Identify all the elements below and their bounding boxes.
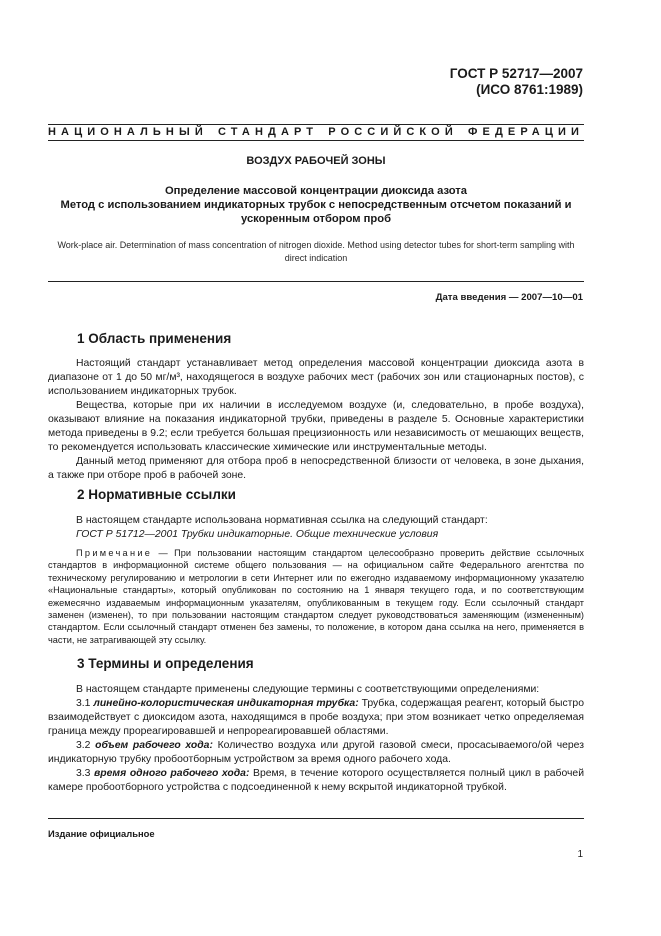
subtitle-line-3: ускоренным отбором проб [241, 213, 391, 225]
paragraph: Данный метод применяют для отбора проб в непосредственной близости от человека, в зоне дыхания, а также при отборе проб в рабочей зоне. [48, 456, 584, 481]
document-title: ВОЗДУХ РАБОЧЕЙ ЗОНЫ [246, 155, 386, 167]
subtitle-line-2: Метод с использованием индикаторных трубок с непосредственным отсчетом показаний и [60, 199, 572, 211]
paragraph: Вещества, которые при их наличии в исследуемом воздухе (и, следовательно, в пробе воздуха), оказывают влияние на показания индикаторной трубки, приведены в разделе 5. Основные характеристики метода приведены в 9.2; если требуется большая прецизионность или независимость от мешающих веществ, то рекомендуется использовать классические химические или инструментальные методы. [48, 400, 584, 453]
term-name: объем рабочего хода: [95, 740, 213, 751]
term-3-1 [48, 697, 584, 739]
term-number: 3.3 [76, 768, 95, 779]
document-subtitle [48, 184, 584, 226]
term-number: 3.1 [76, 698, 94, 709]
term-3-3 [48, 767, 584, 795]
page-number: 1 [577, 849, 583, 860]
footer-divider [48, 818, 584, 819]
term-definition: Трубка, содержащая реагент, который быстро взаимодействует с диоксидом азота, находящимся в пробе воздуха; при этом возникает четко определяемая граница между прореагировавшей и непрореагировавшей областями. [48, 698, 584, 737]
term-number: 3.2 [76, 740, 96, 751]
section-1-heading: 1 Область применения [77, 331, 232, 346]
header-divider [48, 281, 584, 282]
paragraph: В настоящем стандарте применены следующие термины с соответствующими определениями: [76, 684, 540, 695]
section-3-heading: 3 Термины и определения [77, 656, 254, 671]
standard-id-block [450, 66, 583, 98]
iso-number: (ИСО 8761:1989) [476, 82, 583, 97]
normative-reference: ГОСТ Р 51712—2001 Трубки индикаторные. Общие технические условия [76, 529, 439, 540]
section-2-body [48, 514, 584, 542]
term-definition: Время, в течение которого осуществляется полный цикл в рабочей камере пробоотборного устройства с подсоединенной к нему вскрытой индикаторной трубкой. [48, 768, 584, 793]
section-2-heading: 2 Нормативные ссылки [77, 487, 236, 502]
standard-number: ГОСТ Р 52717—2007 [449, 66, 583, 81]
section-1-body [48, 357, 584, 483]
term-name: время одного рабочего хода: [94, 768, 250, 779]
section-3-body [48, 683, 584, 795]
introduction-date: Дата введения — 2007—10—01 [435, 292, 583, 303]
paragraph: Настоящий стандарт устанавливает метод определения массовой концентрации диоксида азота в диапазоне от 1 до 50 мг/м³, находящегося в воздухе рабочих мест (рабочих зон или стационарных постов), с использованием индикаторных трубок. [48, 358, 584, 397]
note-label: Примечание [76, 548, 153, 558]
term-definition: Количество воздуха или другой газовой смеси, просасываемого/ой через индикаторную трубку пробоотборным устройством за время одного рабочего хода. [48, 740, 584, 765]
note [48, 547, 584, 646]
national-standard-banner: НАЦИОНАЛЬНЫЙ СТАНДАРТ РОССИЙСКОЙ ФЕДЕРАЦИИ [48, 124, 584, 141]
subtitle-line-1: Определение массовой концентрации диоксида азота [164, 185, 468, 197]
term-3-2 [48, 739, 584, 767]
note-text: — При пользовании настоящим стандартом целесообразно проверить действие ссылочных стандартов в информационной системе общего пользования — на официальном сайте Федерального агентства по техническому регулированию и метрологии в сети Интернет или по ежегодно издаваемому информационному указателю «Национальные стандарты», который опубликован по состоянию на 1 января текущего года, и по соответствующим ежемесячно издаваемым информационным указателям, опубликованным в текущем году. Если ссылочный стандарт заменен (изменен), то при пользовании настоящим стандартом следует руководствоваться заменяющим (измененным) стандартом. Если ссылочный стандарт отменен без замены, то положение, в котором дана ссылка на него, применяется в части, не затрагивающей эту ссылку. [48, 548, 584, 645]
english-title: Work-place air. Determination of mass concentration of nitrogen dioxide. Method using detector tubes for short-term sampling with direct indication [57, 240, 575, 263]
term-name: линейно-колористическая индикаторная трубка: [93, 698, 359, 709]
paragraph: В настоящем стандарте использована нормативная ссылка на следующий стандарт: [76, 515, 488, 526]
official-edition-label: Издание официальное [48, 828, 155, 839]
